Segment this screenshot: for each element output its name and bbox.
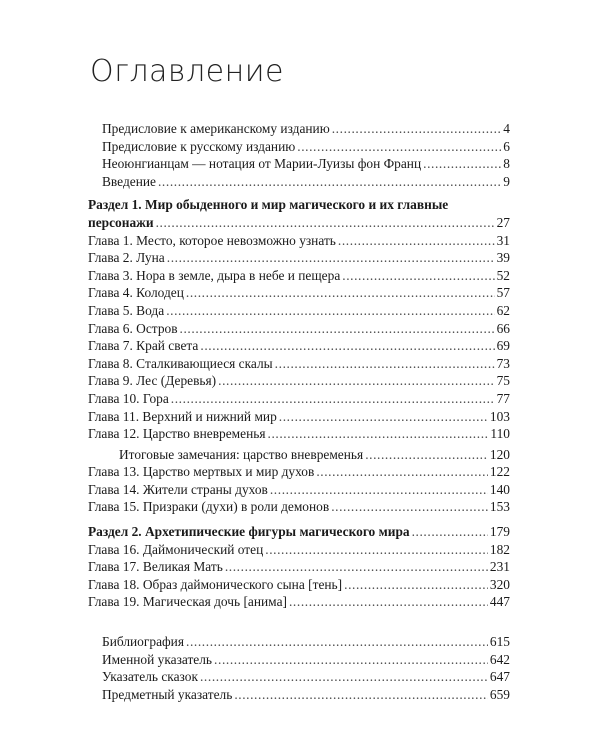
section-2-heading[interactable] — [88, 523, 510, 541]
entry-page: 153 — [489, 499, 510, 515]
entry-page: 4 — [503, 121, 510, 136]
entry-page: 9 — [503, 173, 510, 189]
dot-leader — [268, 425, 489, 443]
entry-page: 62 — [496, 302, 510, 318]
entry-page: 8 — [503, 156, 510, 172]
back-matter-list — [88, 633, 510, 703]
dot-leader — [275, 355, 495, 373]
entry-label: Глава 11. Верхний и нижний мир — [88, 408, 277, 424]
dot-leader — [338, 232, 495, 250]
section-2 — [88, 523, 510, 611]
entry-page: 182 — [489, 541, 510, 557]
entry-label: Глава 14. Жители страны духов — [88, 481, 268, 497]
chapter-entry[interactable] — [88, 337, 510, 355]
chapter-entry[interactable] — [88, 355, 510, 373]
intro-list — [88, 120, 510, 190]
entry-page: 140 — [489, 481, 510, 497]
entry-page: 6 — [503, 138, 510, 154]
entry-page: 110 — [490, 426, 510, 442]
chapter-entry[interactable] — [88, 541, 510, 559]
entry-label: Библиография — [102, 634, 185, 650]
section-heading-line1: Раздел 1. Мир обыденного и мир магического и их главные — [88, 197, 449, 213]
entry-label: Глава 9. Лес (Деревья) — [88, 373, 217, 389]
toc-entry[interactable] — [88, 668, 510, 686]
entry-label: Итоговые замечания: царство вневременья — [119, 446, 364, 462]
entry-page: 615 — [489, 634, 510, 650]
dot-leader — [342, 267, 494, 285]
chapter-entry[interactable] — [88, 320, 510, 338]
entry-page: 57 — [496, 285, 510, 301]
chapter-entry[interactable] — [88, 558, 510, 576]
entry-label: Глава 4. Колодец — [88, 285, 184, 301]
entry-page: 122 — [489, 464, 510, 480]
entry-label: Глава 18. Образ даймонического сына [тень] — [88, 576, 343, 592]
dot-leader — [332, 120, 502, 138]
entry-label: Глава 1. Место, которое невозможно узнать — [88, 232, 336, 248]
section-heading-line2: персонажи — [88, 214, 154, 230]
dot-leader — [171, 390, 495, 408]
entry-label: Глава 10. Гора — [88, 390, 169, 406]
entry-page: 75 — [496, 373, 510, 389]
chapter-entry[interactable] — [88, 463, 510, 481]
entry-page: 320 — [489, 576, 510, 592]
entry-page: 69 — [496, 338, 510, 354]
entry-label: Глава 5. Вода — [88, 302, 165, 318]
section-heading: Раздел 2. Архетипические фигуры магического мира — [88, 524, 410, 540]
page-title: Оглавление — [90, 54, 284, 89]
entry-page: 39 — [496, 250, 510, 266]
dot-leader — [279, 408, 488, 426]
dot-leader — [218, 372, 494, 390]
chapter-entry[interactable] — [88, 249, 510, 267]
entry-label: Неоюнгианцам — нотация от Марии-Луизы фон Франц — [102, 156, 422, 172]
dot-leader — [289, 593, 488, 611]
entry-label: Предисловие к американскому изданию — [102, 121, 330, 136]
entry-label: Глава 17. Великая Мать — [88, 559, 223, 575]
dot-leader — [423, 155, 501, 173]
toc-entry[interactable] — [88, 651, 510, 669]
entry-page: 231 — [489, 559, 510, 575]
dot-leader — [344, 576, 488, 594]
dot-leader — [365, 446, 488, 464]
chapter-entry[interactable] — [88, 390, 510, 408]
remarks-entry[interactable] — [88, 446, 510, 464]
entry-label: Предисловие к русскому изданию — [102, 138, 296, 154]
entry-page: 31 — [496, 232, 510, 248]
chapter-entry[interactable] — [88, 284, 510, 302]
entry-label: Глава 12. Царство вневременья — [88, 426, 266, 442]
entry-label: Глава 2. Луна — [88, 250, 165, 266]
entry-page: 66 — [496, 320, 510, 336]
toc-entry[interactable] — [88, 686, 510, 704]
table-of-contents — [88, 120, 510, 703]
chapter-entry[interactable] — [88, 267, 510, 285]
dot-leader — [180, 320, 495, 338]
dot-leader — [297, 138, 501, 156]
toc-entry[interactable] — [88, 155, 510, 173]
entry-page: 659 — [489, 686, 510, 702]
chapter-entry[interactable] — [88, 302, 510, 320]
chapter-entry[interactable] — [88, 593, 510, 611]
dot-leader — [316, 463, 488, 481]
entry-label: Глава 3. Нора в земле, дыра в небе и пещера — [88, 267, 341, 283]
dot-leader — [158, 173, 501, 191]
dot-leader — [200, 337, 494, 355]
entry-label: Глава 13. Царство мертвых и мир духов — [88, 464, 315, 480]
chapter-entry[interactable] — [88, 372, 510, 390]
entry-label: Глава 16. Даймонический отец — [88, 541, 264, 557]
dot-leader — [186, 633, 488, 651]
entry-label: Глава 19. Магическая дочь [анима] — [88, 594, 287, 610]
dot-leader — [225, 558, 488, 576]
dot-leader — [270, 481, 488, 499]
dot-leader — [331, 498, 488, 516]
dot-leader — [214, 651, 488, 669]
chapter-entry[interactable] — [88, 498, 510, 516]
section-page: 179 — [489, 524, 510, 540]
entry-label: Глава 8. Сталкивающиеся скалы — [88, 355, 273, 371]
chapter-entry[interactable] — [88, 481, 510, 499]
section-1-heading[interactable] — [88, 196, 510, 231]
chapter-entry[interactable] — [88, 576, 510, 594]
chapter-entry[interactable] — [88, 232, 510, 250]
dot-leader — [234, 686, 488, 704]
entry-label: Глава 7. Край света — [88, 338, 199, 354]
entry-label: Именной указатель — [102, 651, 213, 667]
dot-leader — [200, 668, 488, 686]
dot-leader — [156, 214, 495, 232]
toc-entry[interactable] — [88, 120, 510, 138]
chapter-entry[interactable] — [88, 408, 510, 426]
chapter-entry[interactable] — [88, 425, 510, 443]
dot-leader — [186, 284, 495, 302]
entry-page: 73 — [496, 355, 510, 371]
entry-page: 77 — [496, 390, 510, 406]
entry-page: 447 — [489, 594, 510, 610]
dot-leader — [265, 541, 488, 559]
entry-page: 52 — [496, 267, 510, 283]
entry-label: Указатель сказок — [102, 669, 198, 685]
dot-leader — [166, 302, 494, 320]
toc-entry[interactable] — [88, 173, 510, 191]
entry-label: Глава 6. Остров — [88, 320, 178, 336]
section-1 — [88, 196, 510, 516]
dot-leader — [412, 523, 488, 541]
toc-entry[interactable] — [88, 138, 510, 156]
entry-label: Предметный указатель — [102, 686, 233, 702]
entry-page: 103 — [489, 408, 510, 424]
entry-page: 642 — [489, 651, 510, 667]
entry-page: 647 — [489, 669, 510, 685]
entry-page: 120 — [489, 446, 510, 462]
toc-entry[interactable] — [88, 633, 510, 651]
section-page: 27 — [496, 214, 510, 230]
dot-leader — [167, 249, 495, 267]
entry-label: Глава 15. Призраки (духи) в роли демонов — [88, 499, 330, 515]
entry-label: Введение — [102, 173, 156, 189]
